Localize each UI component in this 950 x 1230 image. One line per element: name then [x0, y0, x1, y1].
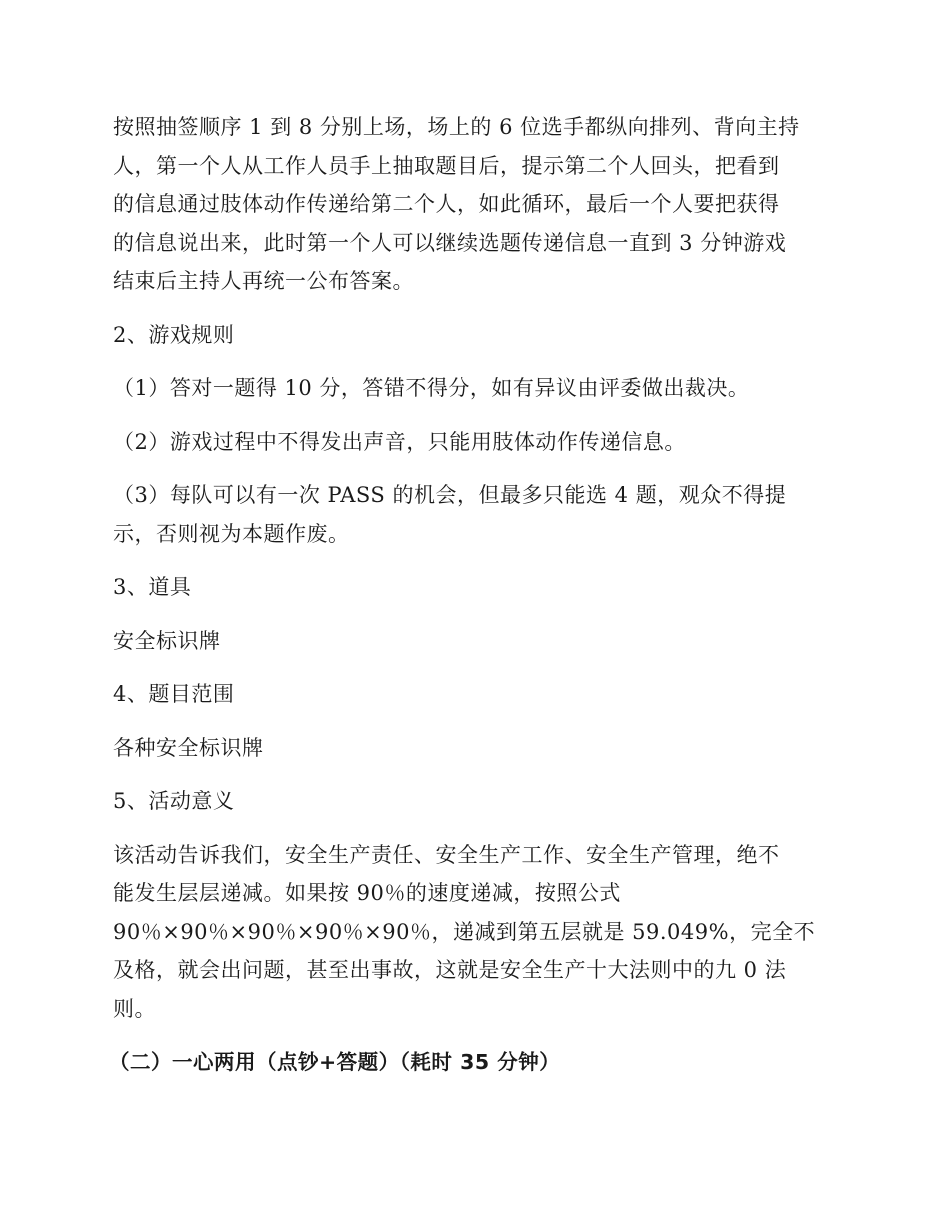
text-line: 按照抽签顺序 1 到 8 分别上场，场上的 6 位选手都纵向排列、背向主持	[113, 115, 800, 139]
text-line: 示，否则视为本题作废。	[113, 521, 350, 546]
props-heading: 3、道具	[113, 575, 192, 599]
text-line: 能发生层层递减。如果按 90％的速度递减，按照公式	[113, 881, 621, 905]
text-line: 的信息说出来，此时第一个人可以继续选题传递信息一直到 3 分钟游戏	[113, 230, 787, 255]
meaning-heading: 5、活动意义	[113, 789, 235, 813]
text-line: 及格，就会出问题，甚至出事故，这就是安全生产十大法则中的九 0 法	[113, 958, 787, 982]
text-line: 该活动告诉我们，安全生产责任、安全生产工作、安全生产管理，绝不	[113, 842, 780, 867]
scope-heading: 4、题目范围	[113, 682, 235, 706]
props-content: 安全标识牌	[113, 628, 221, 653]
text-line: 结束后主持人再统一公布答案。	[113, 269, 414, 293]
section-title: （二）一心两用（点钞+答题）（耗时 35 分钟）	[109, 1050, 561, 1074]
rule-item-3	[113, 476, 837, 553]
text-line: 人，第一个人从工作人员手上抽取题目后，提示第二个人回头，把看到	[113, 153, 780, 178]
rule-item-1: （1）答对一题得 10 分，答错不得分，如有异议由评委做出裁决。	[113, 376, 750, 400]
rule-item-2: （2）游戏过程中不得发出声音，只能用肢体动作传递信息。	[113, 429, 686, 454]
text-line: 的信息通过肢体动作传递给第二个人，如此循环，最后一个人要把获得	[113, 192, 780, 216]
intro-paragraph	[113, 108, 837, 301]
text-line: 则。	[113, 996, 156, 1021]
document-page	[109, 108, 837, 1082]
rules-heading: 2、游戏规则	[113, 322, 235, 347]
meaning-paragraph	[113, 836, 837, 1029]
text-line: 90％×90％×90％×90％×90％，递减到第五层就是 59.049%，完全不	[113, 919, 816, 944]
text-line: （3）每队可以有一次 PASS 的机会，但最多只能选 4 题，观众不得提	[113, 483, 787, 507]
scope-content: 各种安全标识牌	[113, 735, 264, 760]
